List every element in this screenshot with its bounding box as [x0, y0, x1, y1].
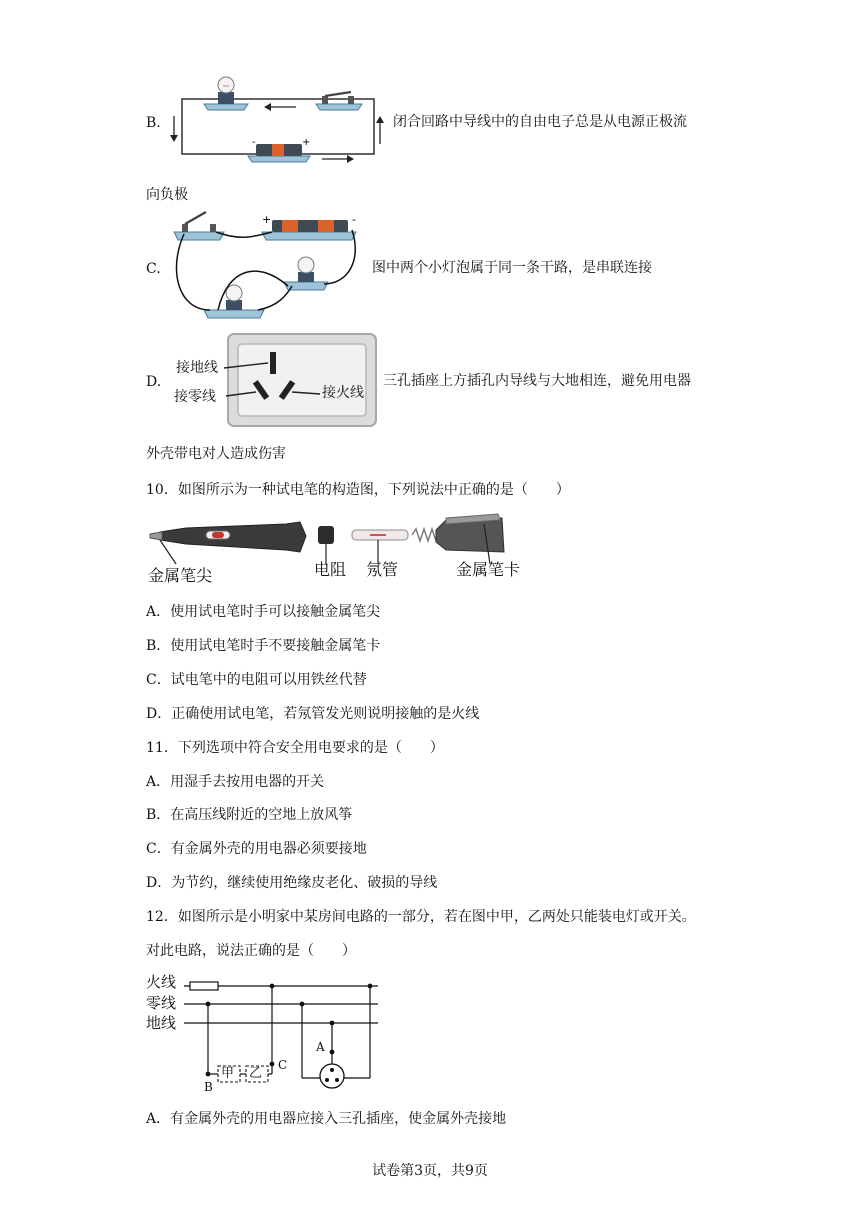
option-c-letter: C. [146, 261, 161, 277]
question-11-option-d: D．为节约，继续使用绝缘皮老化、破损的导线 [146, 875, 438, 891]
metal-tip-label: 金属笔尖 [148, 566, 213, 585]
ground-wire-label: 接地线 [176, 360, 218, 376]
socket-figure [170, 332, 380, 428]
ground-wire-label: 地线 [146, 1014, 177, 1032]
point-b-label: B [204, 1080, 213, 1094]
point-b-dot [206, 1072, 211, 1077]
page-footer: 试卷第3页，共9页 [372, 1163, 488, 1179]
option-d-text: 三孔插座上方插孔内导线与大地相连，避免用电器 [383, 373, 691, 389]
metal-tip-icon [150, 532, 162, 540]
fuse-icon [190, 982, 218, 990]
point-a-dot [330, 1050, 335, 1055]
switch-icon [316, 92, 362, 110]
option-b-letter: B. [146, 115, 161, 131]
battery-minus: - [252, 137, 256, 148]
circuit-diagram-c [168, 210, 368, 326]
question-11-stem: 11．下列选项中符合安全用电要求的是（ ） [146, 740, 444, 756]
question-11-option-a: A．用湿手去按用电器的开关 [146, 774, 325, 790]
neon-tube-label: 氖管 [366, 560, 399, 579]
resistor-label: 电阻 [314, 560, 347, 579]
question-12-option-a: A．有金属外壳的用电器应接入三孔插座，使金属外壳接地 [146, 1111, 507, 1127]
battery-plus: + [302, 137, 311, 148]
live-wire-label: 火线 [146, 973, 177, 991]
option-b-continuation: 向负极 [146, 187, 188, 203]
point-a-label: A [316, 1040, 325, 1054]
household-circuit-figure [146, 970, 386, 1094]
bulb-icon [284, 257, 328, 290]
question-10-option-a: A．使用试电笔时手可以接触金属笔尖 [146, 604, 381, 620]
live-wire-label: 接火线 [322, 385, 364, 401]
box-yi-label: 乙 [249, 1066, 263, 1081]
battery-plus: + [262, 213, 272, 226]
neutral-wire-label: 接零线 [174, 389, 216, 405]
metal-clip-label: 金属笔卡 [456, 560, 521, 579]
point-c-dot [270, 1062, 275, 1067]
test-pencil-figure [146, 510, 546, 590]
bulb-icon [204, 77, 248, 110]
circuit-diagram-b [168, 72, 386, 164]
option-c-text: 图中两个小灯泡属于同一条干路，是串联连接 [372, 260, 652, 276]
box-jia-label: 甲 [221, 1066, 235, 1081]
battery-minus: - [352, 213, 356, 226]
question-11-option-c: C．有金属外壳的用电器必须要接地 [146, 841, 367, 857]
question-10-stem: 10．如图所示为一种试电笔的构造图，下列说法中正确的是（ ） [146, 482, 570, 498]
point-c-label: C [278, 1058, 288, 1072]
resistor-icon [318, 526, 334, 544]
question-11-option-b: B．在高压线附近的空地上放风筝 [146, 807, 353, 823]
battery-icon [248, 144, 310, 162]
question-10-option-b: B．使用试电笔时手不要接触金属笔卡 [146, 638, 381, 654]
question-10-option-d: D．正确使用试电笔，若氖管发光则说明接触的是火线 [146, 706, 480, 722]
three-pin-socket-icon [320, 1064, 344, 1088]
question-10-option-c: C．试电笔中的电阻可以用铁丝代替 [146, 672, 367, 688]
option-b-text: 闭合回路中导线中的自由电子总是从电源正极流 [393, 114, 687, 130]
bulb-icon [204, 285, 264, 318]
ground-hole-icon [270, 352, 276, 374]
option-d-letter: D. [146, 374, 162, 390]
question-12-stem-line2: 对此电路，说法正确的是（ ） [146, 943, 356, 959]
question-12-stem-line1: 12．如图所示是小明家中某房间电路的一部分，若在图中甲，乙两处只能装电灯或开关。 [146, 909, 696, 925]
switch-icon [174, 212, 224, 240]
battery-icon [262, 220, 356, 240]
option-d-continuation: 外壳带电对人造成伤害 [146, 446, 286, 462]
neutral-wire-label: 零线 [146, 994, 177, 1012]
